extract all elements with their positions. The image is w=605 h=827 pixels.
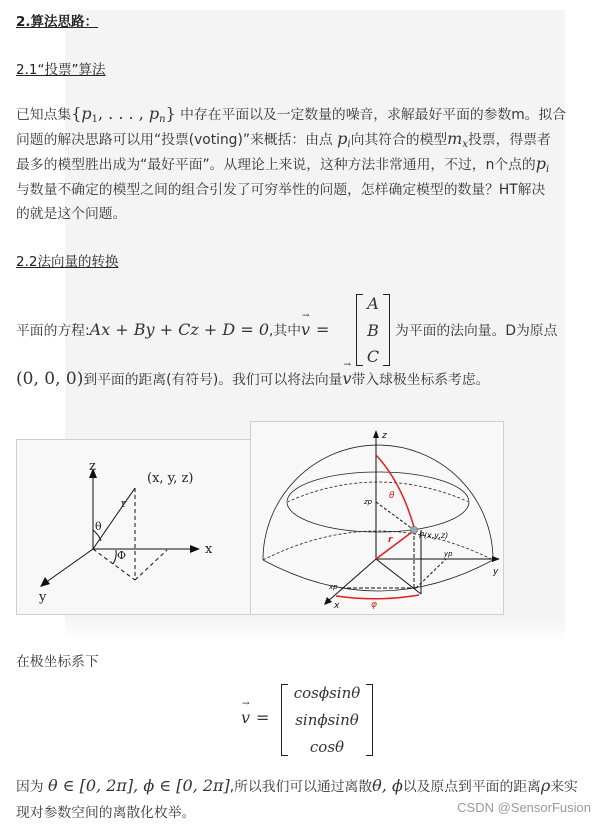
svg-text:φ: φ xyxy=(371,600,377,610)
text: ,所以我们可以通过离散 xyxy=(229,779,373,795)
text: 最多的模型胜出成为“最好平面”。从理论上来说，这种方法非常通用，不过，n个点的 xyxy=(16,157,536,173)
para-line-2 xyxy=(16,128,551,150)
svg-text:P(x,y,z): P(x,y,z) xyxy=(419,531,449,540)
subsection-title-normal: 2.2法向量的转换 xyxy=(16,254,119,270)
svg-text:zp: zp xyxy=(364,498,373,506)
subsection-title-voting: 2.1“投票”算法 xyxy=(16,62,106,78)
normal-vector-matrix xyxy=(356,294,390,366)
matrix-entry: cosθ xyxy=(309,738,345,756)
svg-text:θ: θ xyxy=(389,491,395,501)
vector-v: → v xyxy=(301,320,310,339)
svg-text:xp: xp xyxy=(329,583,338,591)
bracket-left xyxy=(356,294,363,366)
svg-text:z: z xyxy=(382,431,387,441)
text: 到平面的距离(有符号)。我们可以将法向量 xyxy=(83,372,343,388)
polar-intro: 在极坐标系下 xyxy=(16,654,99,670)
para-line-4: 与数量不确定的模型之间的组合引发了可穷举性的问题，怎样确定模型的数量？HT解决 xyxy=(16,182,546,198)
para-line-5: 的就是这个问题。 xyxy=(16,206,127,222)
csdn-watermark: CSDN @SensorFusion xyxy=(457,800,591,815)
svg-text:yp: yp xyxy=(444,550,453,558)
text: 以及原点到平面的距离 xyxy=(402,779,541,795)
svg-text:x: x xyxy=(205,542,213,557)
text: 来实 xyxy=(550,779,578,795)
point-set-math: {$p_1$, . . . , $p_n$} xyxy=(71,104,176,125)
plane-equation-line xyxy=(16,319,329,339)
matrix-entry: cosϕsinθ xyxy=(293,684,361,702)
mx-math: $m_x$ xyxy=(447,129,468,150)
bracket-left xyxy=(281,684,288,756)
para-line-1 xyxy=(16,103,566,125)
matrix-entry: C xyxy=(366,347,380,366)
origin-distance-line xyxy=(16,368,489,389)
svg-text:y: y xyxy=(39,590,47,605)
svg-text:z: z xyxy=(89,459,96,474)
svg-text:y: y xyxy=(493,567,499,577)
highlight-overlay-fade xyxy=(65,616,565,642)
matrix-entry: B xyxy=(367,320,379,340)
origin-math: (0, 0, 0) xyxy=(16,369,84,389)
svg-text:Φ: Φ xyxy=(117,549,127,562)
polar-lhs xyxy=(241,708,269,727)
plane-equation: Ax + By + Cz + D = 0 xyxy=(89,320,270,339)
section-title: 2.算法思路： xyxy=(16,14,99,30)
eq-suffix: 为平面的法向量。D为原点 xyxy=(395,323,558,339)
text: 中存在平面以及一定数量的噪音，求解最好平面的参数m。拟合 xyxy=(175,107,567,123)
spherical-diagram-1 xyxy=(17,440,251,615)
svg-text:r: r xyxy=(388,535,393,545)
conclusion-line-1 xyxy=(16,775,578,795)
text: 因为 xyxy=(16,779,48,795)
matrix-entry: sinϕsinθ xyxy=(295,711,359,729)
equals-sign: = xyxy=(256,708,270,727)
figure-spherical-coords-simple xyxy=(16,439,251,615)
range-math: θ ∈ [0, 2π], ϕ ∈ [0, 2π] xyxy=(47,776,230,795)
polar-vector-matrix xyxy=(281,684,373,756)
text: 投票，得票者 xyxy=(467,132,551,148)
matrix-entry: A xyxy=(367,294,379,313)
text: 向其符合的模型 xyxy=(350,132,448,148)
svg-text:r: r xyxy=(121,497,127,510)
pi-math: $p_i$ xyxy=(337,129,351,150)
bracket-right xyxy=(366,684,373,756)
figure-spherical-coords-hemisphere xyxy=(250,421,504,615)
angles-math: θ, ϕ xyxy=(372,776,403,795)
svg-text:(x, y, z): (x, y, z) xyxy=(147,471,194,486)
svg-text:θ: θ xyxy=(95,520,102,533)
para-line-3 xyxy=(16,153,549,175)
text: 问题的解决思路可以用“投票(voting)”来概括：由点 xyxy=(16,132,338,148)
spherical-diagram-2 xyxy=(251,422,504,615)
text: 带入球极坐标系考虑。 xyxy=(351,372,490,388)
svg-text:x: x xyxy=(334,601,340,611)
bracket-right xyxy=(383,294,390,366)
vector-v: → v xyxy=(241,708,250,727)
equals-sign: = xyxy=(316,320,330,339)
vector-v: → v xyxy=(342,369,351,388)
rho-math: ρ xyxy=(540,776,551,795)
conclusion-line-2: 现对参数空间的离散化枚举。 xyxy=(16,805,196,821)
text: 平面的方程: xyxy=(16,323,90,339)
pi-math: $p_i$ xyxy=(535,154,550,175)
text: 已知点集 xyxy=(16,107,72,123)
text: ,其中 xyxy=(269,323,301,339)
